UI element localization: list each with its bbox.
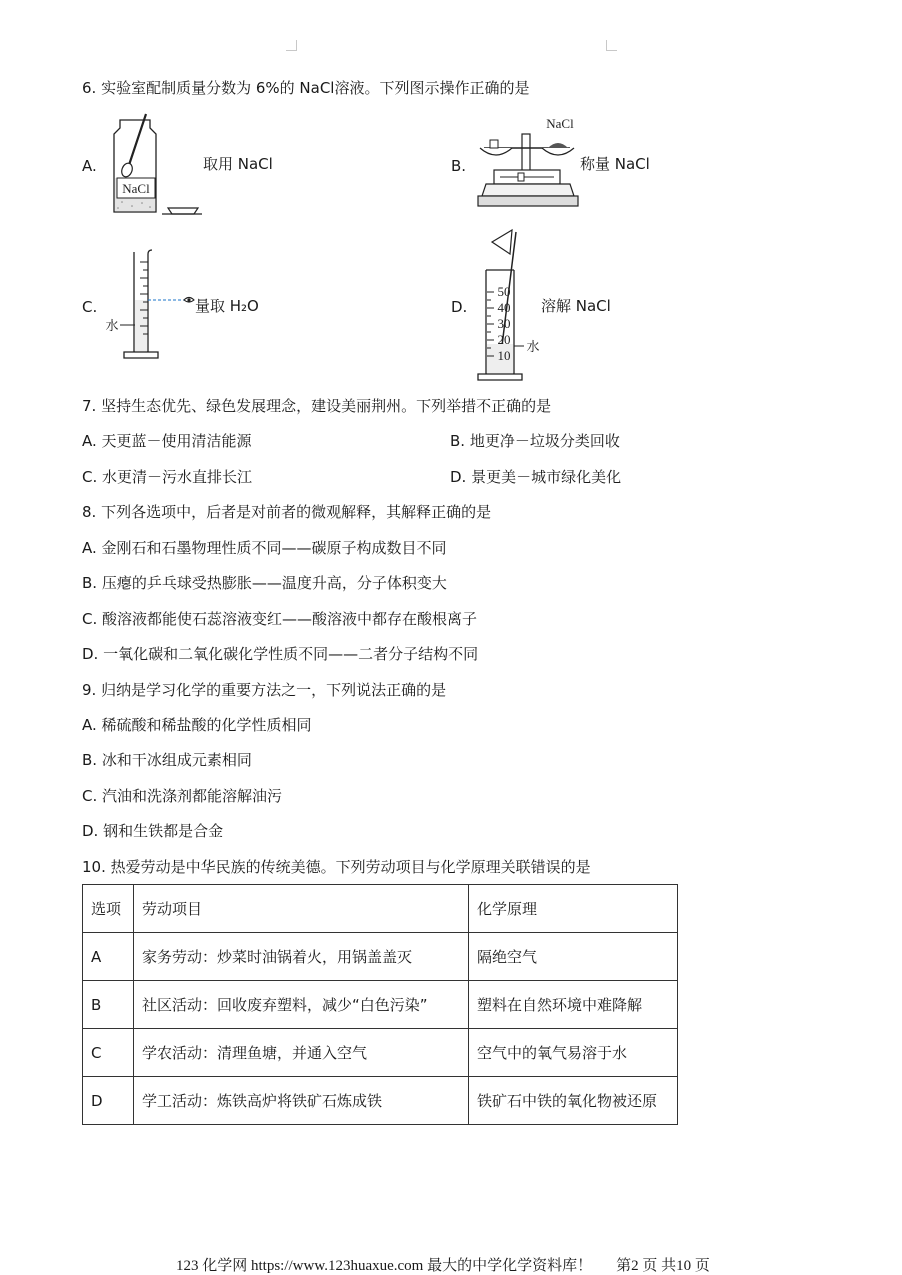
q6-option-c-caption: 量取 H₂O bbox=[195, 297, 259, 315]
pan-label: NaCl bbox=[546, 116, 574, 131]
table-row bbox=[83, 1029, 678, 1077]
q7-option-c: C. 水更清－污水直排长江 bbox=[82, 468, 253, 486]
page-number: 第2 页 共10 页 bbox=[616, 1258, 710, 1274]
right-pan-icon bbox=[542, 148, 574, 155]
q6-option-b-figure bbox=[474, 112, 582, 212]
water-label: 水 bbox=[526, 339, 540, 354]
weight-icon bbox=[490, 140, 498, 148]
q6-option-a-caption: 取用 NaCl bbox=[203, 155, 273, 173]
scale-mark: 10 bbox=[497, 348, 511, 363]
q10-stem: 10. 热爱劳动是中华民族的传统美德。下列劳动项目与化学原理关联错误的是 bbox=[82, 858, 591, 876]
header-cell: 化学原理 bbox=[469, 885, 678, 933]
q9-option-c: C. 汽油和洗涤剂都能溶解油污 bbox=[82, 787, 283, 805]
medicine-spoon-icon bbox=[128, 114, 146, 168]
q6-stem: 6. 实验室配制质量分数为 6%的 NaCl溶液。下列图示操作正确的是 bbox=[82, 79, 530, 97]
q9-option-a: A. 稀硫酸和稀盐酸的化学性质相同 bbox=[82, 716, 312, 734]
crop-mark-top-left bbox=[286, 40, 297, 51]
q8-option-a: A. 金刚石和石墨物理性质不同——碳原子构成数目不同 bbox=[82, 539, 447, 557]
q10-table bbox=[82, 884, 678, 1125]
jar-label: NaCl bbox=[122, 181, 150, 196]
table-row bbox=[83, 933, 678, 981]
table-cell: B bbox=[83, 981, 134, 1029]
q6-option-c-letter: C. bbox=[82, 298, 98, 316]
q6-option-b-letter: B. bbox=[451, 157, 467, 175]
scale-mark: 20 bbox=[497, 332, 511, 347]
q7-option-a: A. 天更蓝－使用清洁能源 bbox=[82, 432, 252, 450]
q6-option-d-letter: D. bbox=[451, 298, 468, 316]
q6-option-d-caption: 溶解 NaCl bbox=[541, 297, 611, 315]
table-cell: 塑料在自然环境中难降解 bbox=[469, 981, 678, 1029]
paper-funnel-icon bbox=[492, 230, 512, 254]
table-cell: 社区活动：回收废弃塑料，减少“白色污染” bbox=[134, 981, 469, 1029]
q6-option-b-caption: 称量 NaCl bbox=[580, 155, 650, 173]
q8-option-d: D. 一氧化碳和二氧化碳化学性质不同——二者分子结构不同 bbox=[82, 645, 479, 663]
crop-mark-top-right bbox=[606, 40, 617, 51]
left-pan-icon bbox=[480, 148, 512, 155]
header-cell: 选项 bbox=[83, 885, 134, 933]
table-cell: 隔绝空气 bbox=[469, 933, 678, 981]
scale-mark: 30 bbox=[497, 316, 511, 331]
table-cell: C bbox=[83, 1029, 134, 1077]
q8-option-c: C. 酸溶液都能使石蕊溶液变红——酸溶液中都存在酸根离子 bbox=[82, 610, 478, 628]
q7-option-d: D. 景更美－城市绿化美化 bbox=[450, 468, 622, 486]
q8-stem: 8. 下列各选项中，后者是对前者的微观解释，其解释正确的是 bbox=[82, 503, 492, 521]
footer-site-link[interactable]: 123 化学网 https://www.123huaxue.com 最大的中学化学资料库！ bbox=[176, 1258, 593, 1274]
q8-option-b: B. 压瘪的乒乓球受热膨胀——温度升高，分子体积变大 bbox=[82, 574, 447, 592]
page-footer bbox=[176, 1254, 710, 1275]
q7-option-b: B. 地更净－垃圾分类回收 bbox=[450, 432, 620, 450]
scale-mark: 50 bbox=[497, 284, 511, 299]
water-label: 水 bbox=[105, 318, 119, 333]
q9-option-d: D. 钢和生铁都是合金 bbox=[82, 822, 224, 840]
stopper-icon bbox=[168, 208, 198, 214]
table-header-row bbox=[83, 885, 678, 933]
scale-mark: 40 bbox=[497, 300, 511, 315]
table-cell: D bbox=[83, 1077, 134, 1125]
q6-option-a-letter: A. bbox=[82, 157, 97, 175]
table-cell: 家务劳动：炒菜时油锅着火，用锅盖盖灭 bbox=[134, 933, 469, 981]
table-cell: 学工活动：炼铁高炉将铁矿石炼成铁 bbox=[134, 1077, 469, 1125]
salt-pile-icon bbox=[548, 143, 568, 148]
table-row bbox=[83, 1077, 678, 1125]
header-cell: 劳动项目 bbox=[134, 885, 469, 933]
table-cell: A bbox=[83, 933, 134, 981]
q6-option-a-figure bbox=[100, 108, 210, 220]
balance-pillar-icon bbox=[522, 134, 530, 174]
table-row bbox=[83, 981, 678, 1029]
q9-stem: 9. 归纳是学习化学的重要方法之一，下列说法正确的是 bbox=[82, 681, 447, 699]
q9-option-b: B. 冰和干冰组成元素相同 bbox=[82, 751, 252, 769]
q6-option-c-figure bbox=[100, 248, 200, 360]
q7-stem: 7. 坚持生态优先、绿色发展理念，建设美丽荆州。下列举措不正确的是 bbox=[82, 397, 552, 415]
table-cell: 铁矿石中铁的氧化物被还原 bbox=[469, 1077, 678, 1125]
table-cell: 学农活动：清理鱼塘，并通入空气 bbox=[134, 1029, 469, 1077]
table-cell: 空气中的氧气易溶于水 bbox=[469, 1029, 678, 1077]
